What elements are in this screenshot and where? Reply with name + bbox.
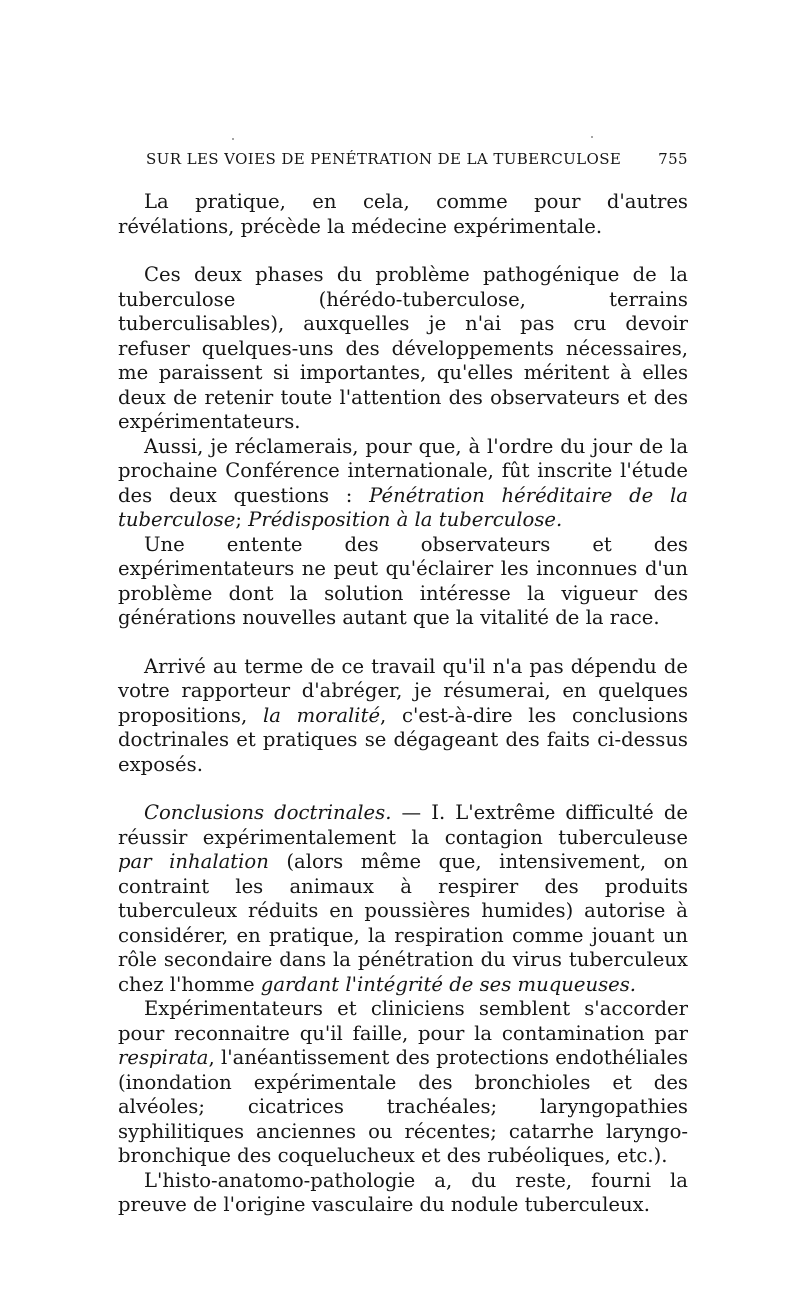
paragraph-4: Une entente des observateurs et des expérimentateurs ne peut qu'éclairer les inconnues d'un problème dont la solution intéresse la vigueur des générations nouvelles autant que la vitalité de la race. bbox=[118, 532, 688, 629]
paragraph-7 bbox=[118, 997, 688, 1169]
paragraph-1: La pratique, en cela, comme pour d'autres révélations, précède la médecine expérimentale. bbox=[118, 190, 688, 238]
conclusions-heading: Conclusions doctrinales. bbox=[144, 801, 392, 824]
running-head-title: SUR LES VOIES DE PENÉTRATION DE LA TUBERCULOSE bbox=[146, 150, 622, 168]
print-speck bbox=[591, 136, 593, 138]
paragraph-6 bbox=[118, 801, 688, 997]
paragraph-7-text-2: , l'anéantissement des protections endothéliales (inondation expérimentale des bronchioles et des alvéoles; cicatrices trachéales; laryngopathies syphilitiques anciennes ou récentes; catarrhe laryngo-bronchique des coquelucheux et des rubéoliques, etc.). bbox=[118, 1046, 688, 1167]
moralite-italic: la moralité bbox=[262, 703, 381, 727]
topic-separator: ; bbox=[235, 508, 249, 531]
paragraph-2: Ces deux phases du problème pathogénique de la tuberculose (hérédo-tuberculose, terrains tuberculisables), auxquelles je n'ai pas cru devoir refuser quelques-uns des développements nécessaires, me paraissent si importantes, qu'elles méritent à elles deux de retenir toute l'attention des observateurs et des expérimentateurs. bbox=[118, 263, 688, 433]
running-head bbox=[146, 150, 688, 172]
paragraph-5-lead: Arrivé au terme de ce travail qu'il n'a pas dépendu de votre rapporteur d'abréger, je résumerai, en quelques propositions, bbox=[118, 654, 688, 727]
paragraph-6-text-2: (alors même que, intensivement, on contraint les animaux à respirer des produits tuberculeux réduits en poussières humides) autorise à considérer, en pratique, la respiration comme jouant un rôle secondaire dans la pénétration du virus tuberculeux chez l'homme bbox=[118, 850, 689, 996]
muqueuses-italic: gardant l'intégrité de ses muqueuses. bbox=[260, 972, 637, 996]
paragraph-5 bbox=[118, 655, 688, 778]
paragraph-7-text-1: Expérimentateurs et cliniciens semblent s'accorder pour reconnaitre qu'il faille, pour la contamination par bbox=[118, 997, 688, 1045]
inhalation-italic: par inhalation bbox=[118, 850, 269, 873]
paragraph-3-lead: Aussi, je réclamerais, pour que, à l'ordre du jour de la prochaine Conférence internationale, fût inscrite l'étude des deux questions : bbox=[118, 434, 688, 507]
topic-predisposition: Prédisposition à la tuberculose. bbox=[248, 508, 563, 531]
paragraph-5-tail: , c'est-à-dire les conclusions doctrinales et pratiques se dégageant des faits ci-dessus exposés. bbox=[118, 703, 688, 776]
respirata-italic: respirata bbox=[118, 1046, 209, 1069]
topic-heredity: Pénétration héréditaire de la tuberculose bbox=[118, 483, 688, 531]
print-speck bbox=[232, 138, 234, 140]
paragraph-8: L'histo-anatomo-pathologie a, du reste, fourni la preuve de l'origine vasculaire du nodule tuberculeux. bbox=[118, 1168, 688, 1216]
paragraph-6-text-1: — I. L'extrême difficulté de réussir expérimentalement la contagion tuberculeuse bbox=[118, 801, 688, 849]
page-number: 755 bbox=[658, 150, 688, 168]
body-text bbox=[118, 190, 688, 1218]
paragraph-3 bbox=[118, 435, 688, 533]
